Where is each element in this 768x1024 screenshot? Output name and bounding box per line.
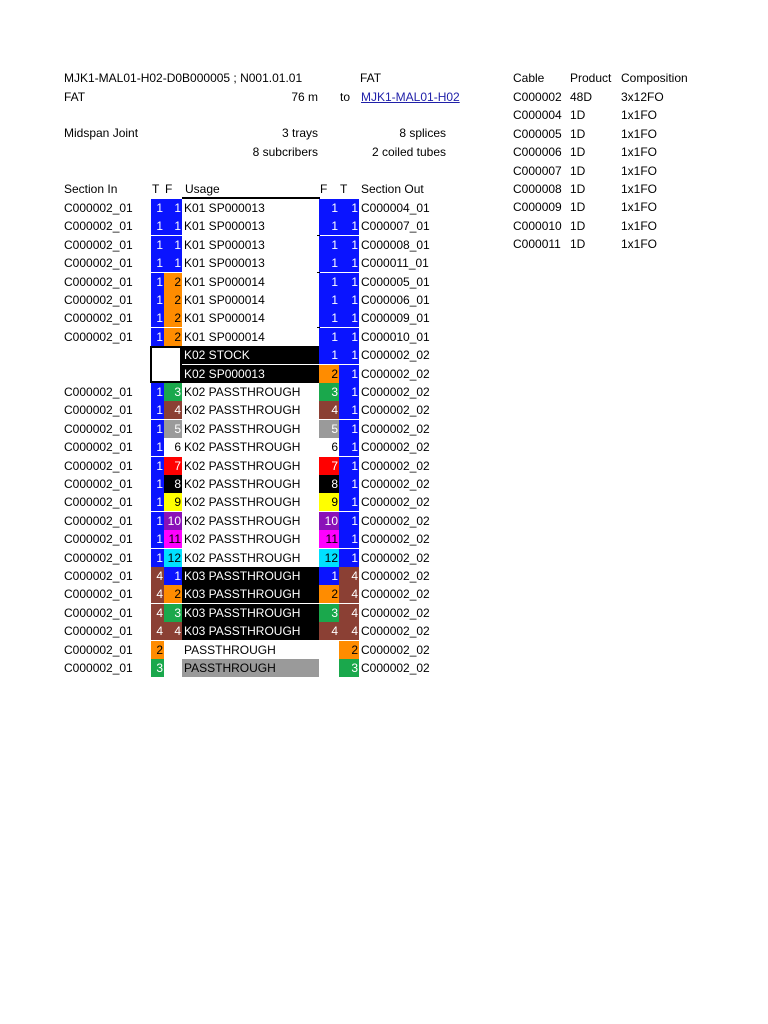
cable-product-cell: 1D — [570, 237, 586, 251]
cable-length: 76 m — [291, 90, 318, 104]
usage-cell: K02 STOCK — [182, 346, 319, 364]
section-out-cell: C000009_01 — [361, 311, 430, 325]
fiber-out-color-cell: 3 — [319, 383, 339, 401]
fat-label-top: FAT — [360, 71, 382, 85]
fiber-in-color-cell: 3 — [164, 383, 182, 401]
section-in-cell: C000002_01 — [64, 219, 133, 233]
section-in-cell: C000002_01 — [64, 606, 133, 620]
usage-cell: K02 PASSTHROUGH — [182, 475, 319, 493]
tube-in-color-cell: 3 — [151, 659, 164, 677]
section-in-cell: C000002_01 — [64, 459, 133, 473]
to-label: to — [340, 90, 351, 104]
header-usage: Usage — [185, 182, 220, 196]
section-in-cell: C000002_01 — [64, 311, 133, 325]
section-in-cell: C000002_01 — [64, 238, 133, 252]
fiber-in-color-cell: 6 — [164, 438, 182, 456]
cable-table-header-composition: Composition — [621, 71, 688, 85]
fiber-out-color-cell: 1 — [319, 273, 339, 291]
section-out-cell: C000002_02 — [361, 606, 430, 620]
section-out-cell: C000002_02 — [361, 551, 430, 565]
fiber-in-color-cell: 9 — [164, 493, 182, 511]
section-out-cell: C000002_02 — [361, 348, 430, 362]
tube-in-color-cell: 1 — [151, 475, 164, 493]
fiber-in-color-cell: 2 — [164, 273, 182, 291]
fiber-out-color-cell: 4 — [319, 622, 339, 640]
section-in-cell: C000002_01 — [64, 440, 133, 454]
tube-out-color-cell: 1 — [339, 420, 359, 438]
section-in-cell: C000002_01 — [64, 477, 133, 491]
splices-count: 8 splices — [399, 126, 446, 140]
fiber-out-color-cell: 1 — [319, 346, 339, 364]
fiber-out-color-cell: 1 — [319, 254, 339, 272]
fiber-in-color-cell: 1 — [164, 199, 182, 217]
tube-in-color-cell: 4 — [151, 604, 164, 622]
cable-product-cell: 1D — [570, 182, 586, 196]
tube-in-color-cell: 1 — [151, 273, 164, 291]
cable-composition-cell: 3x12FO — [621, 90, 664, 104]
cable-composition-cell: 1x1FO — [621, 237, 658, 251]
cable-composition-cell: 1x1FO — [621, 219, 658, 233]
header-fiber-in: F — [165, 182, 173, 196]
section-in-cell: C000002_01 — [64, 385, 133, 399]
section-out-cell: C000002_02 — [361, 459, 430, 473]
tube-out-color-cell: 1 — [339, 328, 359, 346]
cable-product-cell: 48D — [570, 90, 593, 104]
tube-in-color-cell: 1 — [151, 328, 164, 346]
cable-product-cell: 1D — [570, 219, 586, 233]
section-out-cell: C000002_02 — [361, 403, 430, 417]
trays-count: 3 trays — [281, 126, 318, 140]
tube-out-color-cell: 1 — [339, 457, 359, 475]
usage-cell: K01 SP000013 — [182, 254, 319, 272]
fiber-in-color-cell: 2 — [164, 309, 182, 327]
fiber-out-color-cell: 3 — [319, 604, 339, 622]
tube-out-color-cell: 1 — [339, 199, 359, 217]
section-in-cell: C000002_01 — [64, 275, 133, 289]
section-in-cell: C000002_01 — [64, 495, 133, 509]
tube-out-color-cell: 1 — [339, 549, 359, 567]
section-out-cell: C000002_02 — [361, 367, 430, 381]
usage-cell: K02 PASSTHROUGH — [182, 383, 319, 401]
tube-out-color-cell: 4 — [339, 585, 359, 603]
usage-cell: K01 SP000013 — [182, 199, 319, 217]
fiber-out-color-cell: 1 — [319, 236, 339, 254]
fiber-out-color-cell: 5 — [319, 420, 339, 438]
cable-id-cell: C000011 — [513, 237, 561, 251]
fiber-in-color-cell: 4 — [164, 622, 182, 640]
tube-out-color-cell: 1 — [339, 530, 359, 548]
tube-out-color-cell: 1 — [339, 493, 359, 511]
tube-in-color-cell: 4 — [151, 622, 164, 640]
cable-composition-cell: 1x1FO — [621, 182, 658, 196]
fiber-in-color-cell: 1 — [164, 217, 182, 235]
fiber-out-color-cell: 10 — [319, 512, 339, 530]
fat-label: FAT — [64, 90, 86, 104]
section-in-cell: C000002_01 — [64, 422, 133, 436]
section-out-cell: C000002_02 — [361, 532, 430, 546]
section-in-cell: C000002_01 — [64, 403, 133, 417]
tube-out-color-cell: 1 — [339, 217, 359, 235]
tube-in-color-cell: 1 — [151, 512, 164, 530]
document-id: MJK1-MAL01-H02-D0B000005 ; N001.01.01 — [64, 71, 303, 85]
fiber-in-color-cell: 8 — [164, 475, 182, 493]
tube-in-color-cell: 2 — [151, 641, 164, 659]
tube-in-color-cell: 1 — [151, 199, 164, 217]
section-out-cell: C000004_01 — [361, 201, 430, 215]
cable-composition-cell: 1x1FO — [621, 164, 658, 178]
tube-in-color-cell: 1 — [151, 457, 164, 475]
section-in-cell: C000002_01 — [64, 569, 133, 583]
tube-in-color-cell: 1 — [151, 236, 164, 254]
usage-cell: K01 SP000013 — [182, 217, 319, 235]
fiber-out-color-cell: 1 — [319, 309, 339, 327]
fiber-out-color-cell: 9 — [319, 493, 339, 511]
usage-cell: K01 SP000014 — [182, 291, 319, 309]
section-in-cell: C000002_01 — [64, 624, 133, 638]
usage-cell: K03 PASSTHROUGH — [182, 585, 319, 603]
tube-out-color-cell: 1 — [339, 475, 359, 493]
section-in-cell: C000002_01 — [64, 532, 133, 546]
cable-product-cell: 1D — [570, 127, 586, 141]
section-in-cell — [64, 365, 150, 383]
tube-in-color-cell: 1 — [151, 291, 164, 309]
section-in-cell: C000002_01 — [64, 587, 133, 601]
tube-out-color-cell: 4 — [339, 604, 359, 622]
fiber-out-color-cell: 2 — [319, 365, 339, 383]
usage-cell: K02 PASSTHROUGH — [182, 420, 319, 438]
cable-composition-cell: 1x1FO — [621, 108, 658, 122]
tube-out-color-cell: 1 — [339, 512, 359, 530]
section-out-cell: C000008_01 — [361, 238, 430, 252]
section-out-cell: C000011_01 — [361, 256, 429, 270]
tube-out-color-cell: 1 — [339, 438, 359, 456]
tube-in-color-cell: 4 — [151, 567, 164, 585]
tube-in-color-cell: 1 — [151, 438, 164, 456]
section-out-cell: C000002_02 — [361, 440, 430, 454]
tube-out-color-cell: 1 — [339, 236, 359, 254]
cable-table-header-cable: Cable — [513, 71, 545, 85]
fiber-in-color-cell: 11 — [164, 530, 182, 548]
section-out-cell: C000010_01 — [361, 330, 430, 344]
fiber-in-color-cell: 1 — [164, 567, 182, 585]
section-out-cell: C000002_02 — [361, 587, 430, 601]
fiber-in-color-cell: 2 — [164, 585, 182, 603]
cable-id-cell: C000008 — [513, 182, 562, 196]
section-out-cell: C000002_02 — [361, 477, 430, 491]
header-fiber-out: F — [320, 182, 328, 196]
fiber-in-color-cell: 7 — [164, 457, 182, 475]
section-out-cell: C000002_02 — [361, 385, 430, 399]
usage-cell: K02 PASSTHROUGH — [182, 530, 319, 548]
usage-cell: PASSTHROUGH — [182, 659, 319, 677]
tube-in-color-cell: 1 — [151, 383, 164, 401]
tube-out-color-cell: 1 — [339, 401, 359, 419]
section-in-cell: C000002_01 — [64, 293, 133, 307]
section-in-cell: C000002_01 — [64, 661, 133, 675]
section-out-cell: C000002_02 — [361, 514, 430, 528]
section-out-cell: C000005_01 — [361, 275, 430, 289]
section-out-cell: C000002_02 — [361, 643, 430, 657]
fiber-out-color-cell: 1 — [319, 291, 339, 309]
fiber-out-color-cell: 1 — [319, 217, 339, 235]
tube-in-color-cell: 1 — [151, 309, 164, 327]
joint-type: Midspan Joint — [64, 126, 139, 140]
tube-out-color-cell: 1 — [339, 365, 359, 383]
fiber-out-color-cell: 4 — [319, 401, 339, 419]
cable-product-cell: 1D — [570, 200, 586, 214]
tube-out-color-cell: 1 — [339, 346, 359, 364]
header-section-out: Section Out — [361, 182, 424, 196]
fiber-out-color-cell: 6 — [319, 438, 339, 456]
tube-in-color-cell: 1 — [151, 420, 164, 438]
usage-cell: K01 SP000014 — [182, 309, 319, 327]
fiber-in-color-cell: 2 — [164, 291, 182, 309]
header-tube-in: T — [152, 182, 160, 196]
tube-out-color-cell: 3 — [339, 659, 359, 677]
usage-cell: K02 PASSTHROUGH — [182, 401, 319, 419]
fiber-in-color-cell: 5 — [164, 420, 182, 438]
tube-out-color-cell: 4 — [339, 567, 359, 585]
cable-id-cell: C000010 — [513, 219, 562, 233]
fiber-out-color-cell: 11 — [319, 530, 339, 548]
tube-out-color-cell: 1 — [339, 291, 359, 309]
header-tube-out: T — [340, 182, 348, 196]
fiber-in-color-cell: 4 — [164, 401, 182, 419]
destination-link[interactable]: MJK1-MAL01-H02 — [361, 90, 460, 104]
fiber-in-color-cell: 1 — [164, 236, 182, 254]
tube-out-color-cell: 1 — [339, 254, 359, 272]
tube-out-color-cell: 1 — [339, 309, 359, 327]
coiled-tubes-count: 2 coiled tubes — [371, 145, 446, 159]
cable-id-cell: C000002 — [513, 90, 562, 104]
section-in-cell: C000002_01 — [64, 643, 133, 657]
fiber-out-color-cell: 1 — [319, 567, 339, 585]
usage-cell: PASSTHROUGH — [182, 641, 319, 659]
cable-id-cell: C000007 — [513, 164, 562, 178]
cable-id-cell: C000004 — [513, 108, 562, 122]
fiber-in-color-cell: 12 — [164, 549, 182, 567]
fiber-in-color-cell: 10 — [164, 512, 182, 530]
cable-table-header-product: Product — [570, 71, 612, 85]
usage-cell: K01 SP000014 — [182, 328, 319, 346]
usage-cell: K02 PASSTHROUGH — [182, 549, 319, 567]
tube-in-color-cell: 1 — [151, 549, 164, 567]
cable-product-cell: 1D — [570, 145, 586, 159]
tube-out-color-cell: 1 — [339, 273, 359, 291]
usage-cell: K03 PASSTHROUGH — [182, 604, 319, 622]
fiber-out-color-cell: 1 — [319, 328, 339, 346]
usage-cell: K02 PASSTHROUGH — [182, 512, 319, 530]
section-in-cell: C000002_01 — [64, 330, 133, 344]
fiber-out-color-cell: 12 — [319, 549, 339, 567]
usage-cell: K02 PASSTHROUGH — [182, 457, 319, 475]
cable-id-cell: C000005 — [513, 127, 562, 141]
usage-cell: K01 SP000013 — [182, 236, 319, 254]
usage-cell: K03 PASSTHROUGH — [182, 567, 319, 585]
section-in-cell: C000002_01 — [64, 201, 133, 215]
fiber-out-color-cell: 8 — [319, 475, 339, 493]
tube-out-color-cell: 4 — [339, 622, 359, 640]
cable-product-cell: 1D — [570, 108, 586, 122]
tube-in-color-cell: 1 — [151, 530, 164, 548]
fiber-in-color-cell: 1 — [164, 254, 182, 272]
cable-product-cell: 1D — [570, 164, 586, 178]
header-section-in: Section In — [64, 182, 118, 196]
usage-cell: K01 SP000014 — [182, 273, 319, 291]
section-in-cell: C000002_01 — [64, 551, 133, 565]
fiber-out-color-cell: 1 — [319, 199, 339, 217]
cable-composition-cell: 1x1FO — [621, 200, 658, 214]
tube-in-color-cell: 4 — [151, 585, 164, 603]
tube-in-color-cell: 1 — [151, 217, 164, 235]
fiber-in-color-cell: 3 — [164, 604, 182, 622]
section-out-cell: C000002_02 — [361, 422, 430, 436]
fiber-in-color-cell: 2 — [164, 328, 182, 346]
tube-out-color-cell: 2 — [339, 641, 359, 659]
section-in-cell: C000002_01 — [64, 514, 133, 528]
cable-composition-cell: 1x1FO — [621, 127, 658, 141]
section-out-cell: C000007_01 — [361, 219, 430, 233]
usage-cell: K02 SP000013 — [182, 365, 319, 383]
stock-empty-input-box — [150, 346, 182, 383]
tube-in-color-cell: 1 — [151, 401, 164, 419]
section-out-cell: C000002_02 — [361, 569, 430, 583]
section-out-cell: C000006_01 — [361, 293, 430, 307]
section-in-cell — [64, 346, 150, 364]
cable-id-cell: C000006 — [513, 145, 562, 159]
cable-id-cell: C000009 — [513, 200, 562, 214]
section-out-cell: C000002_02 — [361, 661, 430, 675]
fiber-out-color-cell: 7 — [319, 457, 339, 475]
tube-out-color-cell: 1 — [339, 383, 359, 401]
cable-composition-cell: 1x1FO — [621, 145, 658, 159]
section-out-cell: C000002_02 — [361, 624, 430, 638]
tube-in-color-cell: 1 — [151, 254, 164, 272]
usage-cell: K02 PASSTHROUGH — [182, 493, 319, 511]
usage-cell: K02 PASSTHROUGH — [182, 438, 319, 456]
section-in-cell: C000002_01 — [64, 256, 133, 270]
tube-in-color-cell: 1 — [151, 493, 164, 511]
fiber-out-color-cell: 2 — [319, 585, 339, 603]
subscribers-count: 8 subcribers — [252, 145, 318, 159]
section-out-cell: C000002_02 — [361, 495, 430, 509]
usage-cell: K03 PASSTHROUGH — [182, 622, 319, 640]
